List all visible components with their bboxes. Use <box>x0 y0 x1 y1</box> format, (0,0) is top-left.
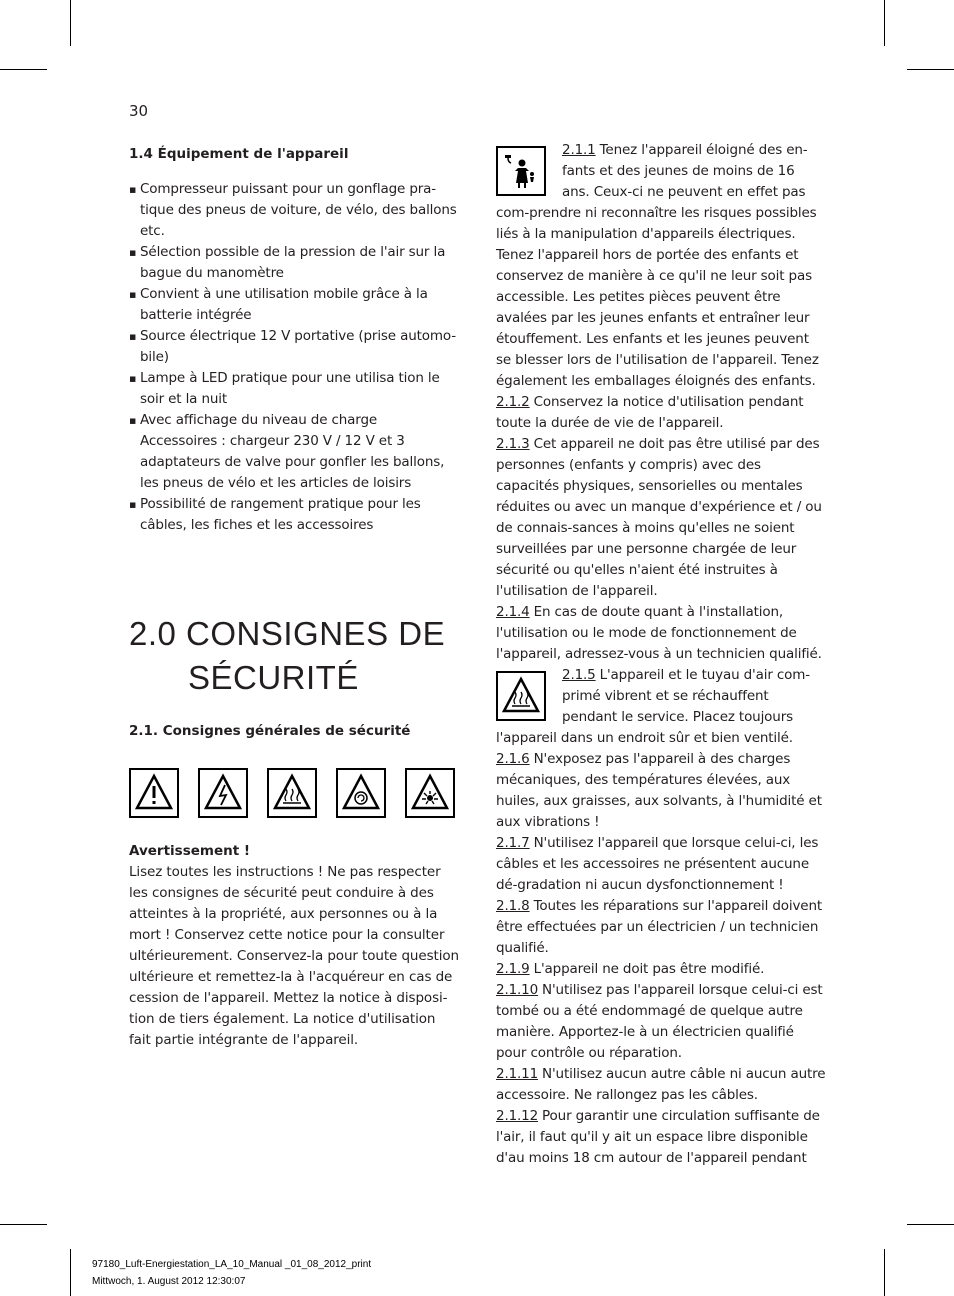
item-text: L'appareil et le tuyau d'air com-primé vibrent et se réchauffent pendant le service. Placez toujours l'appareil dans un endroit sûr et bien ventilé. <box>496 667 810 746</box>
electric-shock-icon <box>198 768 248 818</box>
equipment-list <box>129 179 459 536</box>
item-text: N'utilisez aucun autre câble ni aucun autre accessoire. Ne rallongez pas les câbles. <box>496 1066 826 1103</box>
hot-surface-icon <box>267 768 317 818</box>
item-text: L'appareil ne doit pas être modifié. <box>533 961 765 977</box>
warning-title: Avertissement ! <box>129 843 251 859</box>
item-number: 2.1.12 <box>496 1108 539 1124</box>
safety-item-2-1-8 <box>496 896 826 959</box>
item-number: 2.1.3 <box>496 436 530 452</box>
list-item: ▪ Lampe à LED pratique pour une utilisa tion le soir et la nuit <box>129 368 459 410</box>
safety-item-2-1-7 <box>496 833 826 896</box>
page-number: 30 <box>129 102 149 120</box>
list-item <box>129 410 459 494</box>
keep-away-children-icon <box>496 146 546 196</box>
item-text: N'utilisez pas l'appareil lorsque celui-ci est tombé ou a été endommagé de quelque autre manière. Apportez-le à un électricien qualifié pour contrôle ou réparation. <box>496 982 823 1061</box>
safety-item-2-1-5 <box>496 665 826 749</box>
item-number: 2.1.6 <box>496 751 530 767</box>
crop-mark <box>70 0 71 46</box>
item-number: 2.1.7 <box>496 835 530 851</box>
safety-item-2-1-10 <box>496 980 826 1064</box>
warning-text: Lisez toutes les instructions ! Ne pas respecter les consignes de sécurité peut conduire à des atteintes à la propriété, aux personnes ou à la mort ! Conservez cette notice pour la consulter ultérieurement. Conservez-la pour toute question ultérieure et remettez-la à l'acquéreur en cas de cession de l'appareil. Mettez la notice à disposi-tion de tiers également. La notice d'utilisation fait partie intégrante de l'appareil. <box>129 864 459 1048</box>
list-item: ▪ Convient à une utilisation mobile grâce à la batterie intégrée <box>129 284 459 326</box>
equipment-heading: 1.4 Équipement de l'appareil <box>129 146 349 162</box>
crop-mark <box>0 69 47 70</box>
item-text: Tenez l'appareil éloigné des en-fants et des jeunes de moins de 16 ans. Ceux-ci ne peuvent en effet pas com-prendre ni reconnaître les risques possibles liés à la manipulation d'appareils électriques. Tenez l'appareil hors de portée des enfants et conservez de manière à ce qu'il ne leur soit pas accessible. Les petites pièces peuvent être avalées par les jeunes enfants et entraîner leur étouffement. Les enfants et les jeunes peuvent se blesser lors de l'utilisation de l'appareil. Tenez également les emballages éloignés des enfants. <box>496 142 819 389</box>
item-number: 2.1.9 <box>496 961 530 977</box>
item-number: 2.1.8 <box>496 898 530 914</box>
explosion-icon <box>405 768 455 818</box>
crop-mark <box>907 69 954 70</box>
item-text: N'exposez pas l'appareil à des charges mécaniques, des températures élevées, aux huiles, aux graisses, aux solvants, à l'humidité et aux vibrations ! <box>496 751 822 830</box>
crop-mark <box>0 1224 47 1225</box>
general-warning-icon <box>129 768 179 818</box>
section-title <box>129 612 469 700</box>
safety-item-2-1-1 <box>496 140 826 392</box>
item-text: Cet appareil ne doit pas être utilisé par des personnes (enfants y compris) avec des capacités physiques, sensorielles ou mentales réduites ou avec un manque d'expérience et / ou de connais-sances à moins qu'elles ne soient surveillées par une personne chargée de leur sécurité ou qu'elles n'aient été instruites à l'utilisation de l'appareil. <box>496 436 822 599</box>
safety-item-2-1-12 <box>496 1106 826 1169</box>
list-item: ▪ Source électrique 12 V portative (prise automo-bile) <box>129 326 459 368</box>
item-number: 2.1.5 <box>562 667 596 683</box>
crop-mark <box>884 1249 885 1296</box>
item-text: Pour garantir une circulation suffisante de l'air, il faut qu'il y ait un espace libre disponible d'au moins 18 cm autour de l'appareil pendant <box>496 1108 820 1166</box>
accessories-text: Accessoires : chargeur 230 V / 12 V et 3 adaptateurs de valve pour gonfler les ballons, les pneus de vélo et les articles de loisirs <box>140 433 445 491</box>
list-item: ▪ Sélection possible de la pression de l'air sur la bague du manomètre <box>129 242 459 284</box>
footer-file-name: 97180_Luft-Energiestation_LA_10_Manual _01_08_2012_print <box>92 1259 372 1270</box>
safety-item-2-1-6 <box>496 749 826 833</box>
item-number: 2.1.1 <box>562 142 596 158</box>
item-number: 2.1.4 <box>496 604 530 620</box>
safety-item-2-1-9 <box>496 959 826 980</box>
item-number: 2.1.10 <box>496 982 539 998</box>
item-text: En cas de doute quant à l'installation, l'utilisation ou le mode de fonctionnement de l'appareil, adressez-vous à un technicien qualifié. <box>496 604 822 662</box>
safety-item-2-1-11 <box>496 1064 826 1106</box>
subsection-heading: 2.1. Consignes générales de sécurité <box>129 723 411 739</box>
item-number: 2.1.2 <box>496 394 530 410</box>
section-title-line2: SÉCURITÉ <box>188 659 359 696</box>
crop-mark <box>70 1249 71 1296</box>
footer-timestamp: Mittwoch, 1. August 2012 12:30:07 <box>92 1276 246 1287</box>
list-item: ▪ Compresseur puissant pour un gonflage pra-tique des pneus de voiture, de vélo, des ballons etc. <box>129 179 459 242</box>
print-footer <box>92 1256 371 1290</box>
crop-mark <box>884 0 885 46</box>
safety-symbols <box>129 768 459 822</box>
item-text: N'utilisez l'appareil que lorsque celui-ci, les câbles et les accessoires ne présentent aucune dé-gradation ni aucun dysfonctionnement ! <box>496 835 819 893</box>
safety-item-2-1-3 <box>496 434 826 602</box>
item-text: Conservez la notice d'utilisation pendant toute la durée de vie de l'appareil. <box>496 394 804 431</box>
safety-item-2-1-4 <box>496 602 826 665</box>
crop-mark <box>907 1224 954 1225</box>
list-item-label: Avec affichage du niveau de charge <box>140 412 378 428</box>
list-item: ▪ Possibilité de rangement pratique pour les câbles, les fiches et les accessoires <box>129 494 459 536</box>
rotating-parts-icon <box>336 768 386 818</box>
left-column <box>129 140 459 536</box>
item-text: Toutes les réparations sur l'appareil doivent être effectuées par un électricien / un technicien qualifié. <box>496 898 822 956</box>
right-column <box>496 140 826 1169</box>
section-title-line1: 2.0 CONSIGNES DE <box>129 615 446 652</box>
hot-surface-icon <box>496 671 546 721</box>
safety-item-2-1-2 <box>496 392 826 434</box>
item-number: 2.1.11 <box>496 1066 539 1082</box>
warning-block <box>129 841 459 1051</box>
